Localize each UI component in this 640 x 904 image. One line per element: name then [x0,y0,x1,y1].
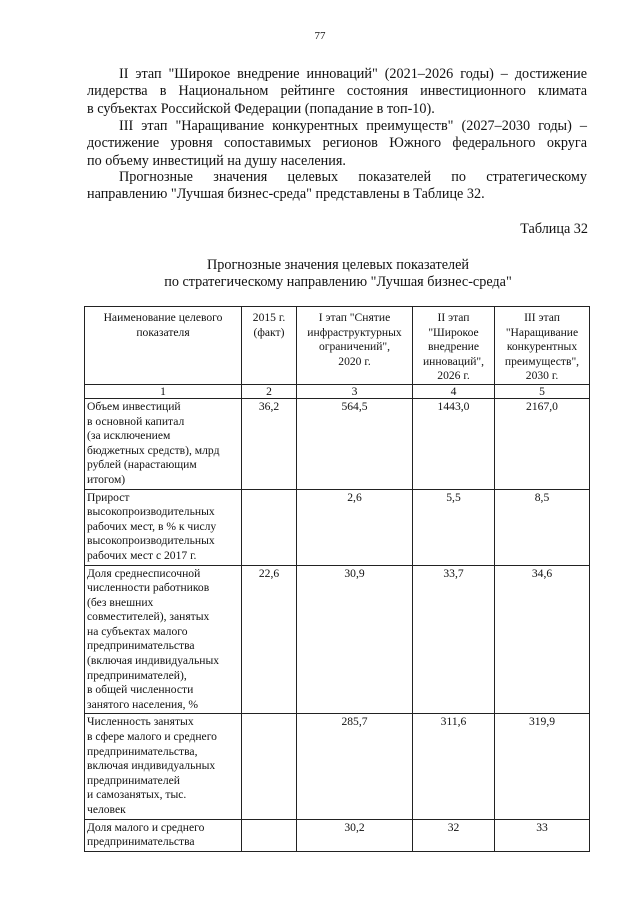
table-row [85,565,590,714]
value-2020: 30,9 [297,565,413,714]
caption-line: по стратегическому направлению "Лучшая бизнес-среда" [164,274,512,290]
indicator-name: Доля малого и среднего предпринимательства [85,819,242,851]
text-line: направлению "Лучшая бизнес-среда" представлены в Таблице 32. [87,186,485,203]
text-line: лидерства в Национальном рейтинге состояния инвестиционного климата [87,83,587,100]
value-2026: 311,6 [413,714,495,819]
header-stage-1: I этап "Снятие инфраструктурных ограничений", 2020 г. [297,307,413,385]
text-line: III этап "Наращивание конкурентных преимуществ" (2027–2030 годы) – [119,118,587,134]
value-2030: 2167,0 [495,398,590,489]
value-2015: 22,6 [242,565,297,714]
value-2026: 5,5 [413,489,495,565]
indicator-name: Численность занятых в сфере малого и среднего предпринимательства, включая индивидуальных предпринимателей и самозанятых, тыс. человек [85,714,242,819]
value-2030: 8,5 [495,489,590,565]
value-2020: 2,6 [297,489,413,565]
targets-table [84,306,590,852]
value-2026: 1443,0 [413,398,495,489]
value-2020: 30,2 [297,819,413,851]
column-number-row [85,384,590,398]
table-row [85,819,590,851]
text-line: Прогнозные значения целевых показателей по стратегическому [119,169,587,185]
column-number: 3 [297,384,413,398]
value-2015 [242,714,297,819]
value-2015 [242,819,297,851]
table-number: Таблица 32 [520,221,588,237]
value-2030: 33 [495,819,590,851]
table-row [85,398,590,489]
header-stage-3: III этап "Наращивание конкурентных преимуществ", 2030 г. [495,307,590,385]
text-line: достижение уровня сопоставимых регионов Южного федерального округа [87,135,587,152]
table-header-row [85,307,590,385]
value-2026: 33,7 [413,565,495,714]
paragraph-table-intro [87,169,587,204]
value-2030: 34,6 [495,565,590,714]
column-number: 5 [495,384,590,398]
value-2026: 32 [413,819,495,851]
header-stage-2: II этап "Широкое внедрение инноваций", 2026 г. [413,307,495,385]
value-2020: 285,7 [297,714,413,819]
paragraph-stage-3 [87,118,587,170]
value-2015 [242,489,297,565]
paragraph-stage-2 [87,66,587,118]
column-number: 2 [242,384,297,398]
header-2015-fact: 2015 г. (факт) [242,307,297,385]
page-number: 77 [314,30,326,42]
indicator-name: Объем инвестиций в основной капитал (за исключением бюджетных средств), млрд рублей (нарастающим итогом) [85,398,242,489]
text-line: в субъектах Российской Федерации (попадание в топ-10). [87,100,435,117]
table-row [85,489,590,565]
value-2030: 319,9 [495,714,590,819]
column-number: 4 [413,384,495,398]
indicator-name: Доля среднесписочной численности работников (без внешних совместителей), занятых на субъектах малого предпринимательства (включая индивидуальных предпринимателей), в общей численности занятого населения, % [85,565,242,714]
text-line: II этап "Широкое внедрение инноваций" (2021–2026 годы) – достижение [119,66,587,82]
header-indicator-name: Наименование целевого показателя [85,307,242,385]
indicator-name: Прирост высокопроизводительных рабочих мест, в % к числу высокопроизводительных рабочих мест с 2017 г. [85,489,242,565]
caption-line: Прогнозные значения целевых показателей [207,257,469,273]
text-line: по объему инвестиций на душу населения. [87,152,346,169]
value-2020: 564,5 [297,398,413,489]
column-number: 1 [85,384,242,398]
table-caption [88,257,588,291]
value-2015: 36,2 [242,398,297,489]
table-row [85,714,590,819]
